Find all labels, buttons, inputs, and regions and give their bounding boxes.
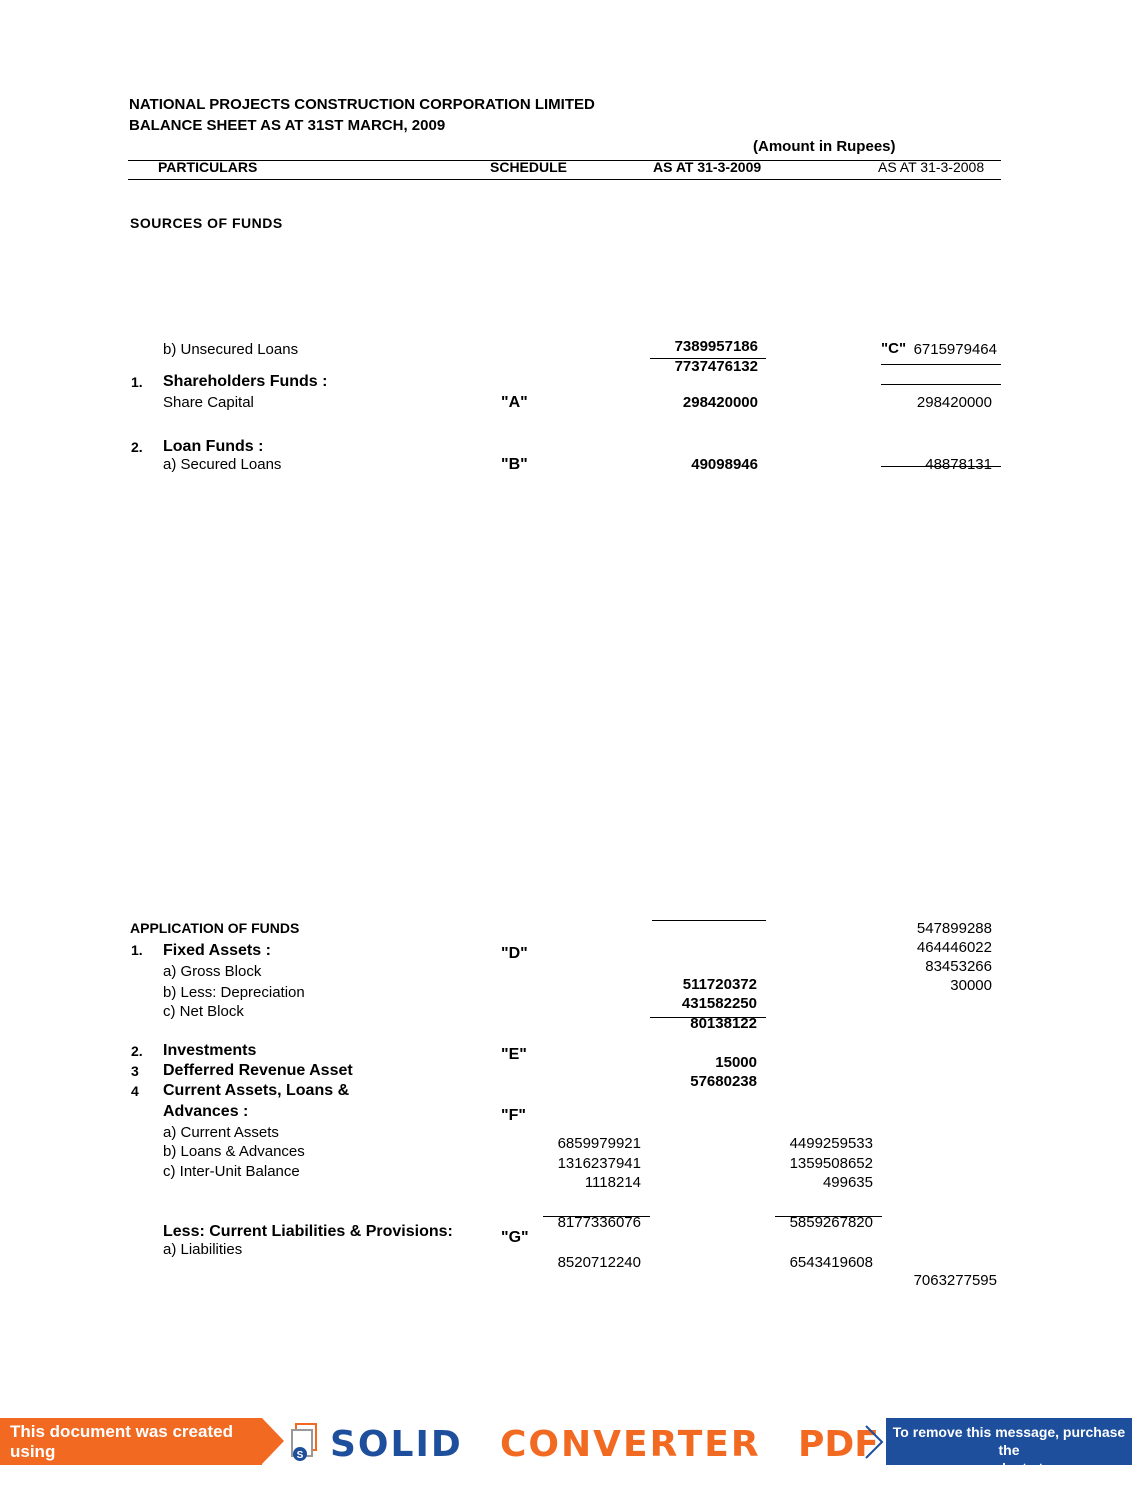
- ca-total-previous-rule: [775, 1216, 882, 1217]
- unsecured-loans-label: b) Unsecured Loans: [163, 341, 299, 358]
- investments-num: 2.: [131, 1043, 143, 1059]
- liabilities-current: 8520712240: [557, 1254, 641, 1271]
- inter-unit-previous: 499635: [822, 1174, 873, 1191]
- final-previous-value: 7063277595: [913, 1272, 997, 1289]
- secured-previous-strike: [881, 466, 1001, 467]
- investments-current: 15000: [715, 1054, 757, 1071]
- depreciation-label: b) Less: Depreciation: [163, 984, 305, 1001]
- liabilities-previous: 6543419608: [789, 1254, 873, 1271]
- deferred-revenue-label: Defferred Revenue Asset: [163, 1062, 353, 1079]
- current-assets-heading-line1: Current Assets, Loans &: [163, 1082, 350, 1099]
- unsecured-schedule: "C": [881, 340, 907, 357]
- secured-loans-previous: 48878131: [925, 456, 992, 473]
- current-assets-total-current: 8177336076: [557, 1214, 641, 1231]
- svg-text:S: S: [296, 1450, 304, 1461]
- loan-funds-label: Loan Funds :: [163, 438, 264, 455]
- application-heading: APPLICATION OF FUNDS: [130, 920, 300, 936]
- loans-advances-current: 1316237941: [557, 1155, 641, 1172]
- investments-label: Investments: [163, 1042, 257, 1059]
- current-assets-label: a) Current Assets: [163, 1124, 279, 1141]
- investments-schedule: "E": [501, 1046, 527, 1063]
- col-schedule: SCHEDULE: [490, 159, 568, 175]
- shareholders-funds-label: Shareholders Funds :: [163, 373, 328, 390]
- loan-funds-total-current: 7737476132: [674, 358, 758, 375]
- share-capital-schedule: "A": [501, 394, 528, 411]
- secured-loans-current: 49098946: [691, 456, 758, 473]
- banner-purchase-line2: product at www.SolidDocuments.com: [919, 1460, 1099, 1494]
- sources-heading: SOURCES OF FUNDS: [130, 215, 283, 231]
- col-particulars: PARTICULARS: [158, 159, 258, 175]
- gross-block-current: 511720372: [682, 976, 757, 993]
- banner-purchase-line1: To remove this message, purchase the: [892, 1424, 1126, 1458]
- banner-arrow-icon: [262, 1418, 284, 1464]
- chevron-right-icon: [860, 1422, 886, 1462]
- current-assets-heading-line2: Advances :: [163, 1103, 249, 1120]
- ca-total-current-rule: [543, 1216, 650, 1217]
- gross-block-label: a) Gross Block: [163, 963, 262, 980]
- prev-value-4: 30000: [950, 977, 992, 994]
- net-block-current: 80138122: [690, 1015, 757, 1032]
- amount-note: (Amount in Rupees): [753, 138, 896, 155]
- deferred-revenue-num: 3: [131, 1063, 139, 1079]
- unsecured-loans-previous: 6715979464: [913, 341, 997, 358]
- company-name: NATIONAL PROJECTS CONSTRUCTION CORPORATION LIMITED: [129, 96, 595, 113]
- fixed-assets-num: 1.: [131, 942, 143, 958]
- previous-rule-2: [881, 384, 1001, 385]
- depreciation-current: 431582250: [681, 995, 757, 1012]
- banner-converter-word: CONVERTER: [500, 1424, 761, 1465]
- loans-advances-previous: 1359508652: [789, 1155, 873, 1172]
- banner-created-using: This document was created using: [0, 1418, 262, 1465]
- secured-loans-schedule: "B": [501, 456, 528, 473]
- prev-value-3: 83453266: [925, 958, 992, 975]
- deferred-revenue-current: 57680238: [690, 1073, 757, 1090]
- current-assets-schedule: "F": [501, 1107, 526, 1124]
- share-capital-label: Share Capital: [163, 394, 254, 411]
- liabilities-label: a) Liabilities: [163, 1241, 243, 1258]
- fixed-assets-label: Fixed Assets :: [163, 942, 271, 959]
- inter-unit-label: c) Inter-Unit Balance: [163, 1163, 300, 1180]
- banner-purchase-message[interactable]: [886, 1418, 1132, 1494]
- loan-funds-num: 2.: [131, 439, 143, 455]
- current-assets-num: 4: [131, 1083, 139, 1099]
- col-current-year: AS AT 31-3-2009: [653, 159, 762, 175]
- shareholders-num: 1.: [131, 374, 143, 390]
- prev-value-2: 464446022: [916, 939, 992, 956]
- secured-loans-label: a) Secured Loans: [163, 456, 282, 473]
- banner-pdf-word: PDF: [798, 1424, 879, 1465]
- share-capital-previous: 298420000: [916, 394, 992, 411]
- unsecured-loans-current: 7389957186: [674, 338, 758, 355]
- converter-banner[interactable]: [0, 1418, 1132, 1494]
- fixed-assets-schedule: "D": [501, 945, 528, 962]
- share-capital-current: 298420000: [682, 394, 758, 411]
- current-liabilities-schedule: "G": [501, 1229, 529, 1246]
- col-previous-year: AS AT 31-3-2008: [878, 159, 985, 175]
- document-title: BALANCE SHEET AS AT 31ST MARCH, 2009: [129, 117, 446, 134]
- previous-rule-1: [881, 364, 1001, 365]
- net-block-label: c) Net Block: [163, 1003, 244, 1020]
- prev-value-1: 547899288: [916, 920, 992, 937]
- inter-unit-current: 1118214: [584, 1174, 641, 1191]
- current-assets-previous: 4499259533: [789, 1135, 873, 1152]
- current-assets-total-previous: 5859267820: [789, 1214, 873, 1231]
- solid-documents-logo-icon: [288, 1422, 322, 1462]
- application-top-rule: [652, 920, 766, 921]
- loans-advances-label: b) Loans & Advances: [163, 1143, 305, 1160]
- banner-solid-word: SOLID: [330, 1424, 463, 1465]
- header-bottom-rule: [128, 179, 1001, 180]
- current-liabilities-heading: Less: Current Liabilities & Provisions:: [163, 1223, 453, 1240]
- current-assets-current: 6859979921: [557, 1135, 641, 1152]
